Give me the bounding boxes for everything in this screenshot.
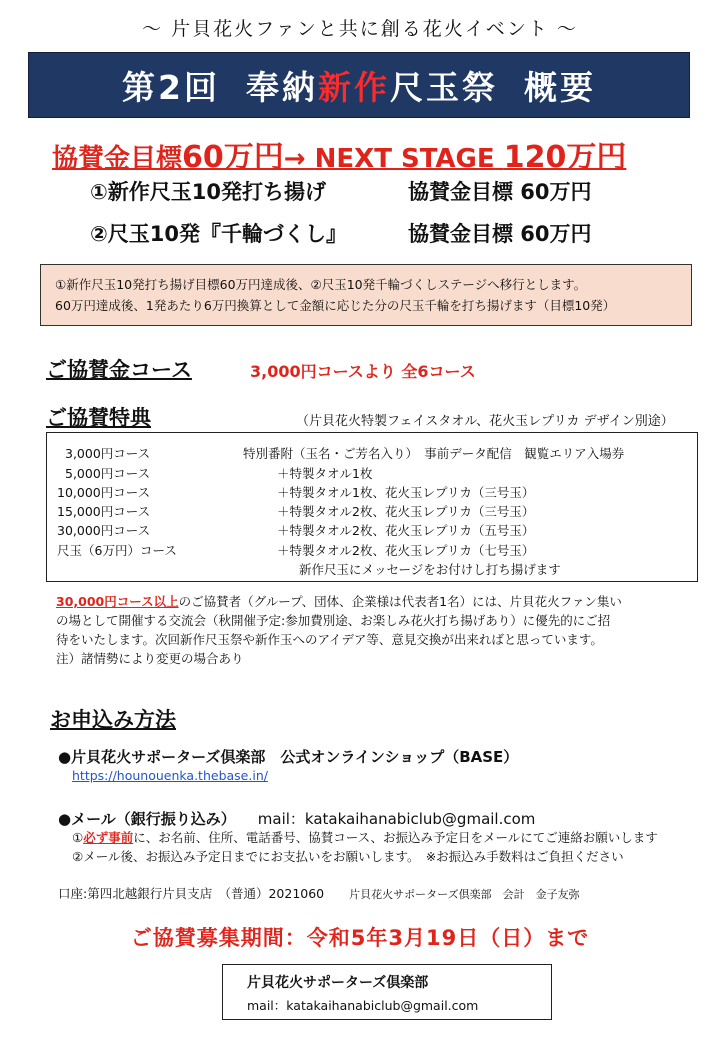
method-email-label: ●メール（銀行振り込み） bbox=[58, 810, 236, 828]
course-name: 5,000円コース bbox=[65, 466, 151, 481]
course-benefit: ＋特製タオル1枚、花火玉レプリカ（三号玉） bbox=[277, 485, 535, 500]
item-1-label: ①新作尺玉10発打ち揚げ bbox=[90, 180, 327, 204]
step-1-highlight: 必ず事前 bbox=[83, 830, 134, 845]
apply-heading: お申込み方法 bbox=[50, 708, 176, 732]
title-hounou: 奉納 bbox=[245, 67, 318, 107]
bank-account bbox=[58, 884, 580, 902]
benefits-table bbox=[46, 432, 698, 582]
method-email-address[interactable]: mail：katakaihanabiclub@gmail.com bbox=[257, 810, 536, 828]
method-online-shop: ●片貝花火サポーターズ倶楽部 公式オンラインショップ（BASE） bbox=[58, 748, 519, 766]
title-banner bbox=[28, 52, 690, 118]
course-name: 15,000円コース bbox=[57, 504, 151, 519]
course-note: 3,000円コースより 全6コース bbox=[250, 362, 476, 381]
sponsorship-goal bbox=[52, 132, 626, 176]
course-benefit: ＋特製タオル2枚、花火玉レプリカ（三号玉） bbox=[277, 504, 535, 519]
course-benefit: 特別番附（玉名・ご芳名入り） 事前データ配信 観覧エリア入場券 bbox=[243, 446, 625, 461]
course-name: 30,000円コース bbox=[57, 523, 151, 538]
goal-arrow: → bbox=[283, 144, 306, 174]
para-line-4: 注）諸情勢により変更の場合あり bbox=[56, 651, 244, 666]
goal-amount-1: 60万円 bbox=[182, 140, 284, 175]
email-steps bbox=[72, 828, 658, 866]
item-1-goal: 協賛金目標 60万円 bbox=[408, 180, 592, 204]
course-name: 3,000円コース bbox=[65, 446, 151, 461]
contact-box bbox=[222, 964, 552, 1020]
exchange-paragraph bbox=[56, 592, 696, 668]
course-heading: ご協賛金コース bbox=[46, 358, 192, 382]
para-line-1: のご協賛者（グループ、団体、企業様は代表者1名）には、片貝花火ファン集い bbox=[178, 594, 622, 609]
note-box bbox=[40, 264, 692, 326]
item-2-label: ②尺玉10発『千輪づくし』 bbox=[90, 222, 348, 246]
note-line-2: 60万円達成後、1発あたり6万円換算として金額に応じた分の尺玉千輪を打ち揚げます（目標10発） bbox=[55, 298, 616, 313]
goal-prefix: 協賛金目標 bbox=[52, 144, 183, 174]
course-benefit: ＋特製タオル2枚、花火玉レプリカ（七号玉） bbox=[277, 543, 535, 558]
item-2-goal: 協賛金目標 60万円 bbox=[408, 222, 592, 246]
benefits-heading: ご協賛特典 bbox=[46, 406, 151, 430]
title-shakudama: 尺玉祭 bbox=[389, 67, 498, 107]
title-shinsaku: 新作 bbox=[317, 67, 390, 107]
contact-name: 片貝花火サポーターズ倶楽部 bbox=[247, 975, 429, 991]
bank-info: 口座:第四北越銀行片貝支店 （普通）2021060 bbox=[58, 886, 325, 901]
step-1-text: に、お名前、住所、電話番号、協賛コース、お振込み予定日をメールにてご連絡お願いします bbox=[133, 830, 658, 845]
contact-email[interactable]: mail：katakaihanabiclub@gmail.com bbox=[247, 998, 479, 1013]
course-benefit: ＋特製タオル2枚、花火玉レプリカ（五号玉） bbox=[277, 523, 535, 538]
para-highlight: 30,000円コース以上 bbox=[56, 594, 179, 609]
goal-next-stage: NEXT STAGE bbox=[314, 144, 495, 174]
para-line-2: の場として開催する交流会（秋開催予定:参加費別途、お楽しみ花火打ち揚げあり）に優先的にご招 bbox=[56, 613, 611, 628]
course-name: 尺玉（6万円）コース bbox=[57, 543, 177, 558]
message-line: 新作尺玉にメッセージをお付けし打ち揚げます bbox=[299, 562, 561, 577]
note-line-1: ①新作尺玉10発打ち揚げ目標60万円達成後、②尺玉10発千輪づくしステージへ移行とします。 bbox=[55, 277, 587, 292]
step-2-text: ②メール後、お振込み予定日までにお支払いをお願いします。 ※お振込み手数料はご負担ください bbox=[72, 849, 624, 864]
title-edition: 第2回 bbox=[122, 67, 220, 107]
course-benefit: ＋特製タオル1枚 bbox=[277, 466, 373, 481]
course-name: 10,000円コース bbox=[57, 485, 151, 500]
method-email bbox=[58, 808, 535, 829]
benefits-note: （片貝花火特製フェイスタオル、花火玉レプリカ デザイン別途） bbox=[296, 414, 674, 429]
shop-link[interactable]: https://hounouenka.thebase.in/ bbox=[72, 768, 268, 783]
step-1-number: ① bbox=[72, 830, 84, 845]
title-gaiyou: 概要 bbox=[523, 67, 596, 107]
page-subtitle: ～ 片貝花火ファンと共に創る花火イベント ～ bbox=[142, 18, 578, 40]
goal-amount-2: 120万円 bbox=[503, 140, 627, 175]
bank-holder: 片貝花火サポーターズ倶楽部 会計 金子友弥 bbox=[349, 888, 580, 901]
deadline: ご協賛募集期間：令和5年3月19日（日）まで bbox=[130, 926, 590, 950]
para-line-3: 待をいたします。次回新作尺玉祭や新作玉へのアイデア等、意見交換が出来ればと思っています。 bbox=[56, 632, 603, 647]
